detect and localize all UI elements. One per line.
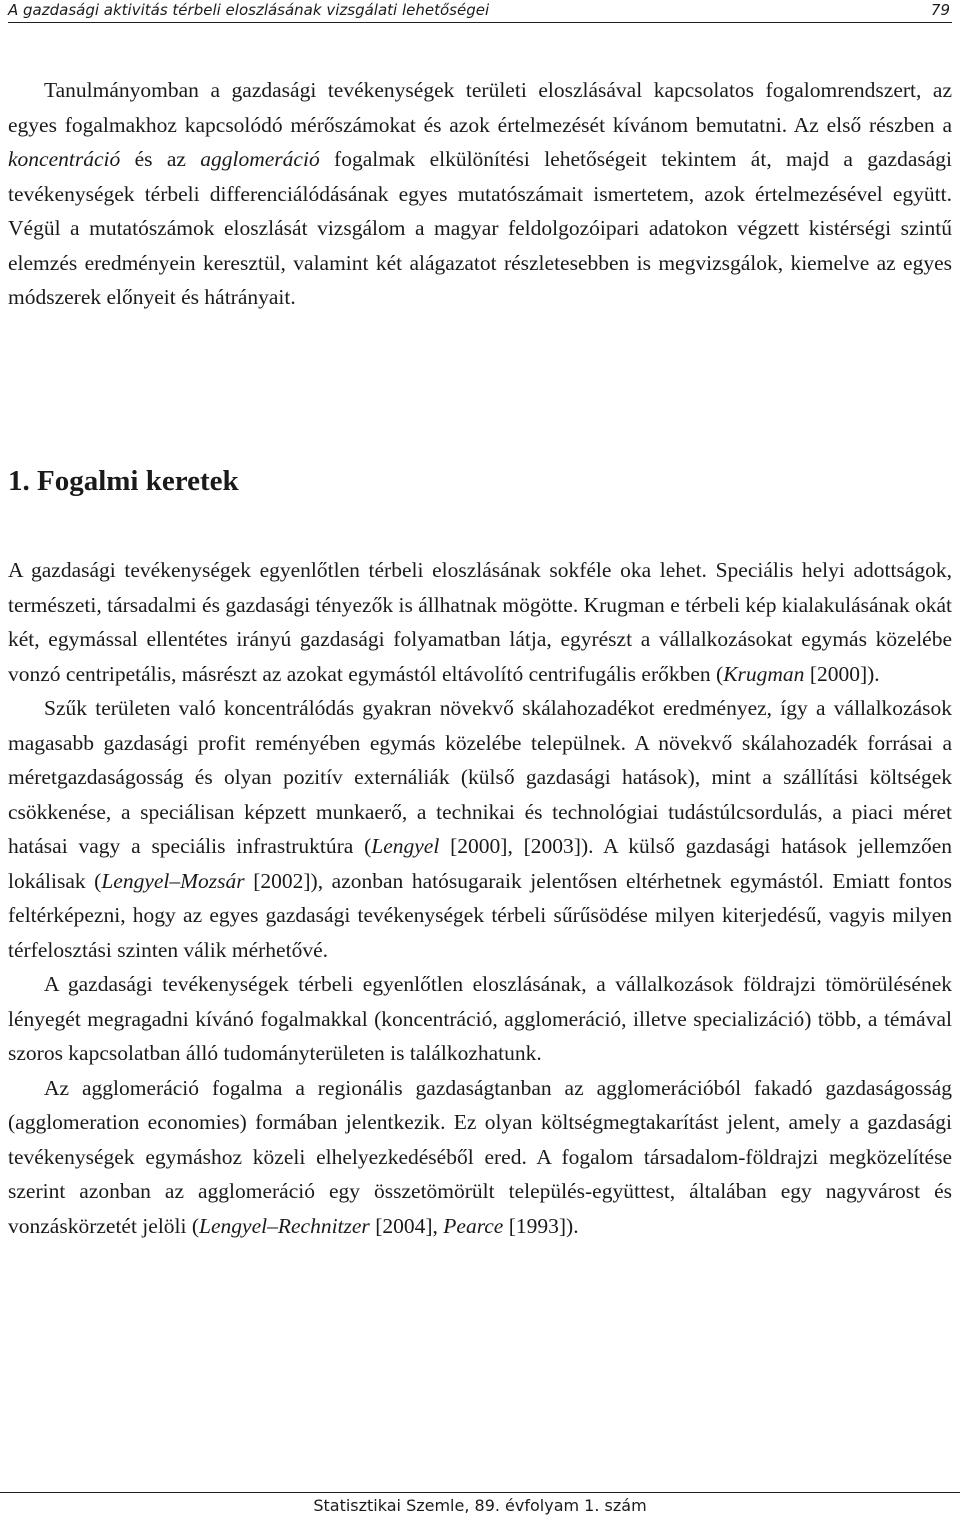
intro-paragraph xyxy=(8,73,952,315)
text-run: A gazdasági tevékenységek egyenlőtlen térbeli eloszlásának sokféle oka lehet. Speciális helyi adottságok, természeti, társadalmi és gazdasági tényezők is állhatnak mögötte. Krugman e térbeli kép kialakulásának okát két, egymással ellentétes irányú gazdasági folyamatban látja, egyrészt a vállalkozásokat egymás közelébe vonzó centripetális, másrészt az azokat egymástól eltávolító centrifugális erőkben ( xyxy=(8,558,952,686)
citation-author: Krugman xyxy=(723,661,805,686)
citation-author: Pearce xyxy=(443,1213,504,1238)
page-number: 79 xyxy=(930,1,950,19)
text-run: A gazdasági tevékenységek térbeli egyenlőtlen eloszlásának, a vállalkozások földrajzi tömörülésének lényegét megragadni kívánó fogalmakkal (koncentráció, agglomeráció, illetve specializáció) több, a témával szoros kapcsolatban álló tudományterületen is találkozhatunk. xyxy=(8,972,952,1065)
citation-author: Lengyel–Mozsár xyxy=(101,868,245,893)
running-header xyxy=(8,0,952,23)
text-run: fogalmak elkülönítési lehetőségeit tekintem át, majd a gazdasági tevékenységek térbeli differenciálódásának egyes mutatószámait ismertetem, azok értelmezésével együtt. Végül a mutatószámok eloszlását vizsgálom a magyar feldolgozóipari adatokon végzett kistérségi szintű elemzés eredményein keresztül, valamint két alágazatot részletesebben is megvizsgálok, kiemelve az egyes módszerek előnyeit és hátrányait. xyxy=(8,147,953,309)
emphasis-term: agglomeráció xyxy=(200,147,320,171)
citation-author: Lengyel xyxy=(371,834,440,858)
journal-footer: Statisztikai Szemle, 89. évfolyam 1. szám xyxy=(0,1492,960,1519)
text-run: [2004], xyxy=(369,1213,444,1238)
paragraph-4 xyxy=(8,1071,952,1244)
emphasis-term: koncentráció xyxy=(8,147,121,171)
intro-text xyxy=(8,73,952,315)
section-body xyxy=(8,553,952,1243)
paragraph-3 xyxy=(8,967,952,1071)
text-run: [2000], [2003]). A külső gazdasági hatások jellemzően lokálisak ( xyxy=(8,834,953,893)
text-run: [2000]). xyxy=(804,661,880,686)
text-run: [1993]). xyxy=(503,1213,579,1238)
citation-author: Lengyel–Rechnitzer xyxy=(199,1213,370,1238)
section-heading: 1. Fogalmi keretek xyxy=(8,465,239,497)
text-run: [2002]), azonban hatósugaraik jelentősen eltérhetnek egymástól. Emiatt fontos feltérképezni, hogy az egyes gazdasági tevékenységek térbeli sűrűsödése milyen kiterjedésű, vagyis milyen térfelosztási szinten válik mérhetővé. xyxy=(8,868,952,962)
text-run: Tanulmányomban a gazdasági tevékenységek területi eloszlásával kapcsolatos fogalomrendszert, az egyes fogalmakhoz kapcsolódó mérőszámokat és azok értelmezését kívánom bemutatni. Az első részben a xyxy=(8,78,952,137)
text-run: Az agglomeráció fogalma a regionális gazdaságtanban az agglomerációból fakadó gazdaságosság (agglomeration economies) formában jelentkezik. Ez olyan költségmegtakarítást jelent, amely a gazdasági tevékenységek egymáshoz közeli elhelyezkedéséből ered. A fogalom társadalom-földrajzi megközelítése szerint azonban az agglomeráció egy összetömörült település-együttest, általában egy nagyvárost és vonzáskörzetét jelöli ( xyxy=(8,1075,952,1238)
running-title: A gazdasági aktivitás térbeli eloszlásának vizsgálati lehetőségei xyxy=(8,1,490,19)
paragraph-1 xyxy=(8,553,952,691)
text-run: Szűk területen való koncentrálódás gyakran növekvő skálahozadékot eredményez, így a vállalkozások magasabb gazdasági profit reményében egymás közelébe települnek. A növekvő skálahozadék forrásai a méretgazdaságosság és olyan pozitív externáliák (külső gazdasági hatások), mint a szállítási költségek csökkenése, a speciálisan képzett munkaerő, a technikai és technológiai tudástúlcsordulás, a piaci méret hatásai vagy a speciális infrastruktúra ( xyxy=(8,696,952,858)
paragraph-2 xyxy=(8,691,952,967)
text-run: és az xyxy=(120,147,201,171)
